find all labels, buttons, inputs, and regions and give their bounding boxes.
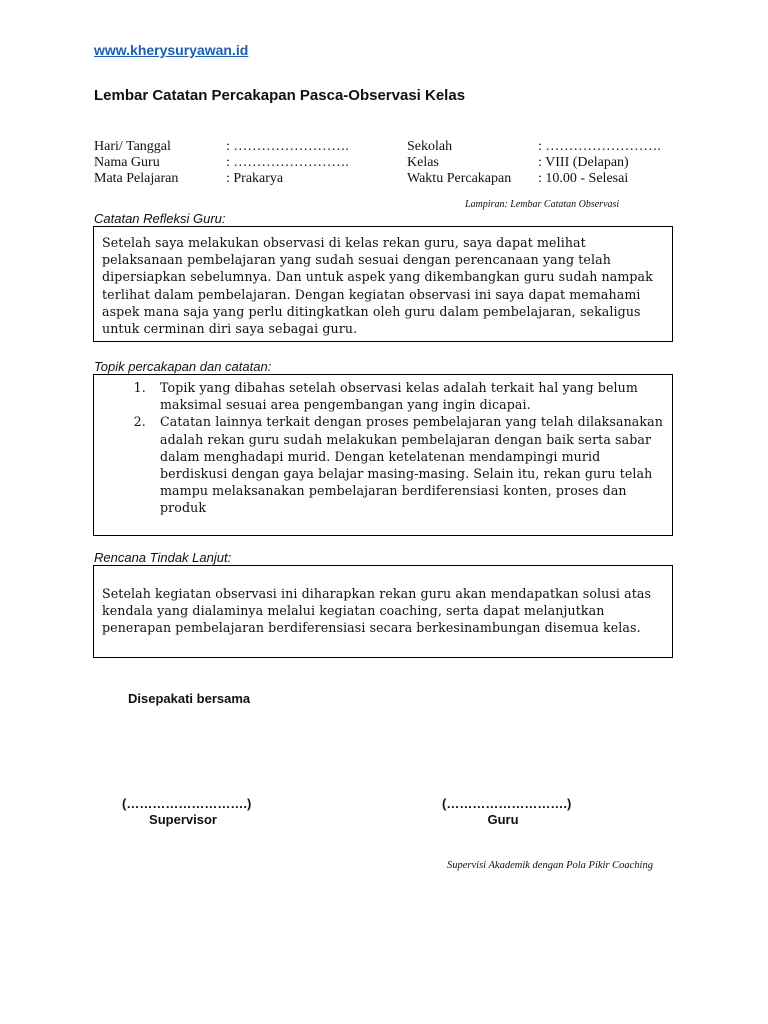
info-row-waktu-percakapan xyxy=(407,171,661,187)
signature-blank: (……………………….) xyxy=(122,796,252,811)
signature-supervisor xyxy=(122,796,252,828)
agreement-text: Disepakati bersama xyxy=(128,691,251,706)
refleksi-label: Catatan Refleksi Guru: xyxy=(94,211,226,226)
info-value: : VIII (Delapan) xyxy=(538,155,629,170)
info-label: Waktu Percakapan xyxy=(407,171,512,186)
rencana-box xyxy=(93,565,673,658)
info-label: Hari/ Tanggal xyxy=(94,139,171,154)
info-value: : ……………………. xyxy=(226,139,349,154)
signature-blank: (……………………….) xyxy=(442,796,572,811)
info-value: : ……………………. xyxy=(538,139,661,154)
topik-box xyxy=(93,374,673,536)
site-link[interactable]: www.kherysuryawan.id xyxy=(94,42,249,58)
info-row-mata-pelajaran xyxy=(94,171,349,187)
footer-note: Supervisi Akademik dengan Pola Pikir Coaching xyxy=(447,860,653,871)
info-label: Mata Pelajaran xyxy=(94,171,179,186)
info-row-nama-guru xyxy=(94,155,349,171)
refleksi-box xyxy=(93,226,673,342)
info-value: : Prakarya xyxy=(226,171,284,186)
topik-list xyxy=(104,379,664,517)
info-label: Nama Guru xyxy=(94,155,160,170)
list-item: 2. Catatan lainnya terkait dengan proses pembelajaran yang telah dilaksanakan adalah rekan guru sudah melakukan pembelajaran dengan baik serta sabar dalam menghadapi murid. Dengan ketelatenan mendampingi murid berdiskusi dengan gaya belajar masing-masing. Selain itu, rekan guru telah mampu melaksanakan pembelajaran berdiferensiasi konten, proses dan produk xyxy=(150,413,664,516)
info-left-block xyxy=(94,139,349,187)
info-label: Sekolah xyxy=(407,139,453,154)
info-value: : 10.00 - Selesai xyxy=(538,171,629,186)
rencana-text: Setelah kegiatan observasi ini diharapkan rekan guru akan mendapatkan solusi atas kendala yang dialaminya melalui kegiatan coaching, serta dapat melanjutkan penerapan pembelajaran berdiferensiasi secara berkesinambungan disemua kelas. xyxy=(102,586,652,636)
info-value: : ……………………. xyxy=(226,155,349,170)
signature-guru xyxy=(442,796,572,828)
lampiran-note: Lampiran: Lembar Catatan Observasi xyxy=(465,199,620,210)
topik-label: Topik percakapan dan catatan: xyxy=(94,359,272,374)
info-row-kelas xyxy=(407,155,661,171)
signature-role: Supervisor xyxy=(149,812,217,827)
info-row-hari-tanggal xyxy=(94,139,349,155)
info-row-sekolah xyxy=(407,139,661,155)
info-label: Kelas xyxy=(407,155,439,170)
list-item: 1. Topik yang dibahas setelah observasi kelas adalah terkait hal yang belum maksimal sesuai area pengembangan yang ingin dicapai. xyxy=(150,379,664,413)
signature-role: Guru xyxy=(487,812,519,827)
info-right-block xyxy=(407,139,661,187)
document-title: Lembar Catatan Percakapan Pasca-Observasi Kelas xyxy=(94,87,466,104)
rencana-label: Rencana Tindak Lanjut: xyxy=(94,550,232,565)
refleksi-text: Setelah saya melakukan observasi di kelas rekan guru, saya dapat melihat pelaksanaan pembelajaran yang sudah sesuai dengan perencanaan yang telah dipersiapkan sebelumnya. Dan untuk aspek yang dikembangkan guru sudah nampak terlihat dalam pembelajaran. Dengan kegiatan observasi ini saya dapat memahami aspek mana saja yang perlu ditingkatkan oleh guru dalam pembelajaran, sekaligus untuk cerminan diri saya sebagai guru. xyxy=(102,235,653,337)
